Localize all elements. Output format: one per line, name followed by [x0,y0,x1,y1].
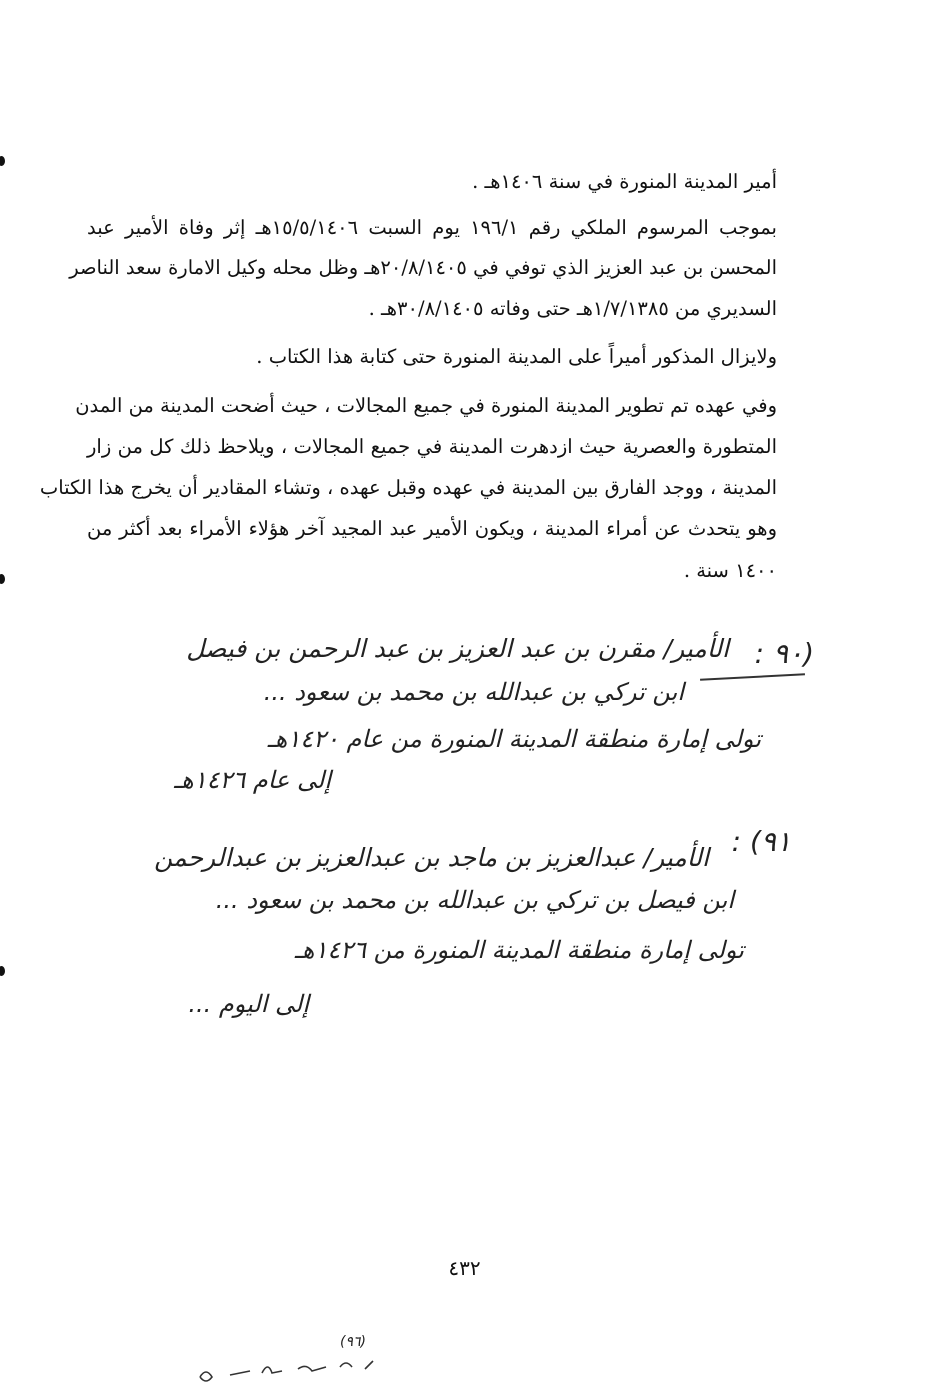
page-number: ٤٣٢ [448,1256,481,1280]
handwritten-note-90-number: (٩٠ : [754,637,814,670]
printed-line-8: المدينة ، ووجد الفارق بين المدينة في عهده وقبل عهده ، وتشاء المقادير أن يخرج هذا الكتاب [39,476,777,499]
binding-hole-mark [0,156,5,166]
bottom-note-number: (٩٦) [340,1334,366,1350]
handwritten-note-91-line-2: ابن فيصل بن تركي بن عبدالله بن محمد بن سعود ... [215,886,734,914]
printed-line-6: وفي عهده تم تطوير المدينة المنورة في جميع المجالات ، حيث أضحت المدينة من المدن [75,394,777,417]
binding-hole-mark [0,966,5,976]
handwritten-note-91-line-1: الأمير/ عبدالعزيز بن ماجد بن عبدالعزيز بن عبدالرحمن [154,843,709,872]
handwritten-note-91-line-3: تولى إمارة منطقة المدينة المنورة من ١٤٢٦هـ [294,936,744,964]
handwritten-note-90-line-2: ابن تركي بن عبدالله بن محمد بن سعود ... [263,678,684,706]
printed-line-3: المحسن بن عبد العزيز الذي توفي في ٢٠/٨/١٤٠٥هـ وظل محله وكيل الامارة سعد الناصر [69,256,777,279]
printed-line-5: ولايزال المذكور أميراً على المدينة المنورة حتى كتابة هذا الكتاب . [256,345,777,368]
handwritten-note-91-line-4: إلى اليوم ... [188,990,309,1018]
printed-line-2: بموجب المرسوم الملكي رقم ١٩٦/١ يوم السبت ١٥/٥/١٤٠٦هـ إثر وفاة الأمير عبد [87,216,777,239]
printed-line-10: ١٤٠٠ سنة . [683,559,777,582]
printed-line-7: المتطورة والعصرية حيث ازدهرت المدينة في جميع المجالات ، ويلاحظ ذلك كل من زار [87,435,777,458]
bottom-handwriting-scribble [0,1355,929,1395]
handwritten-note-91-number: ٩١) : [731,825,791,858]
handwritten-note-90-line-4: إلى عام ١٤٢٦هـ [174,766,331,794]
printed-line-4: السديري من ١/٧/١٣٨٥هـ حتى وفاته ٣٠/٨/١٤٠٥هـ . [368,297,777,320]
binding-hole-mark [0,574,5,584]
handwritten-underline [700,673,805,680]
printed-line-1: أمير المدينة المنورة في سنة ١٤٠٦هـ . [472,170,777,193]
handwritten-note-90-line-3: تولى إمارة منطقة المدينة المنورة من عام ١٤٢٠هـ [267,725,761,753]
handwritten-note-90-line-1: الأمير/ مقرن بن عبد العزيز بن عبد الرحمن بن فيصل [186,634,729,663]
printed-line-9: وهو يتحدث عن أمراء المدينة ، ويكون الأمير عبد المجيد آخر هؤلاء الأمراء بعد أكثر من [87,517,777,540]
